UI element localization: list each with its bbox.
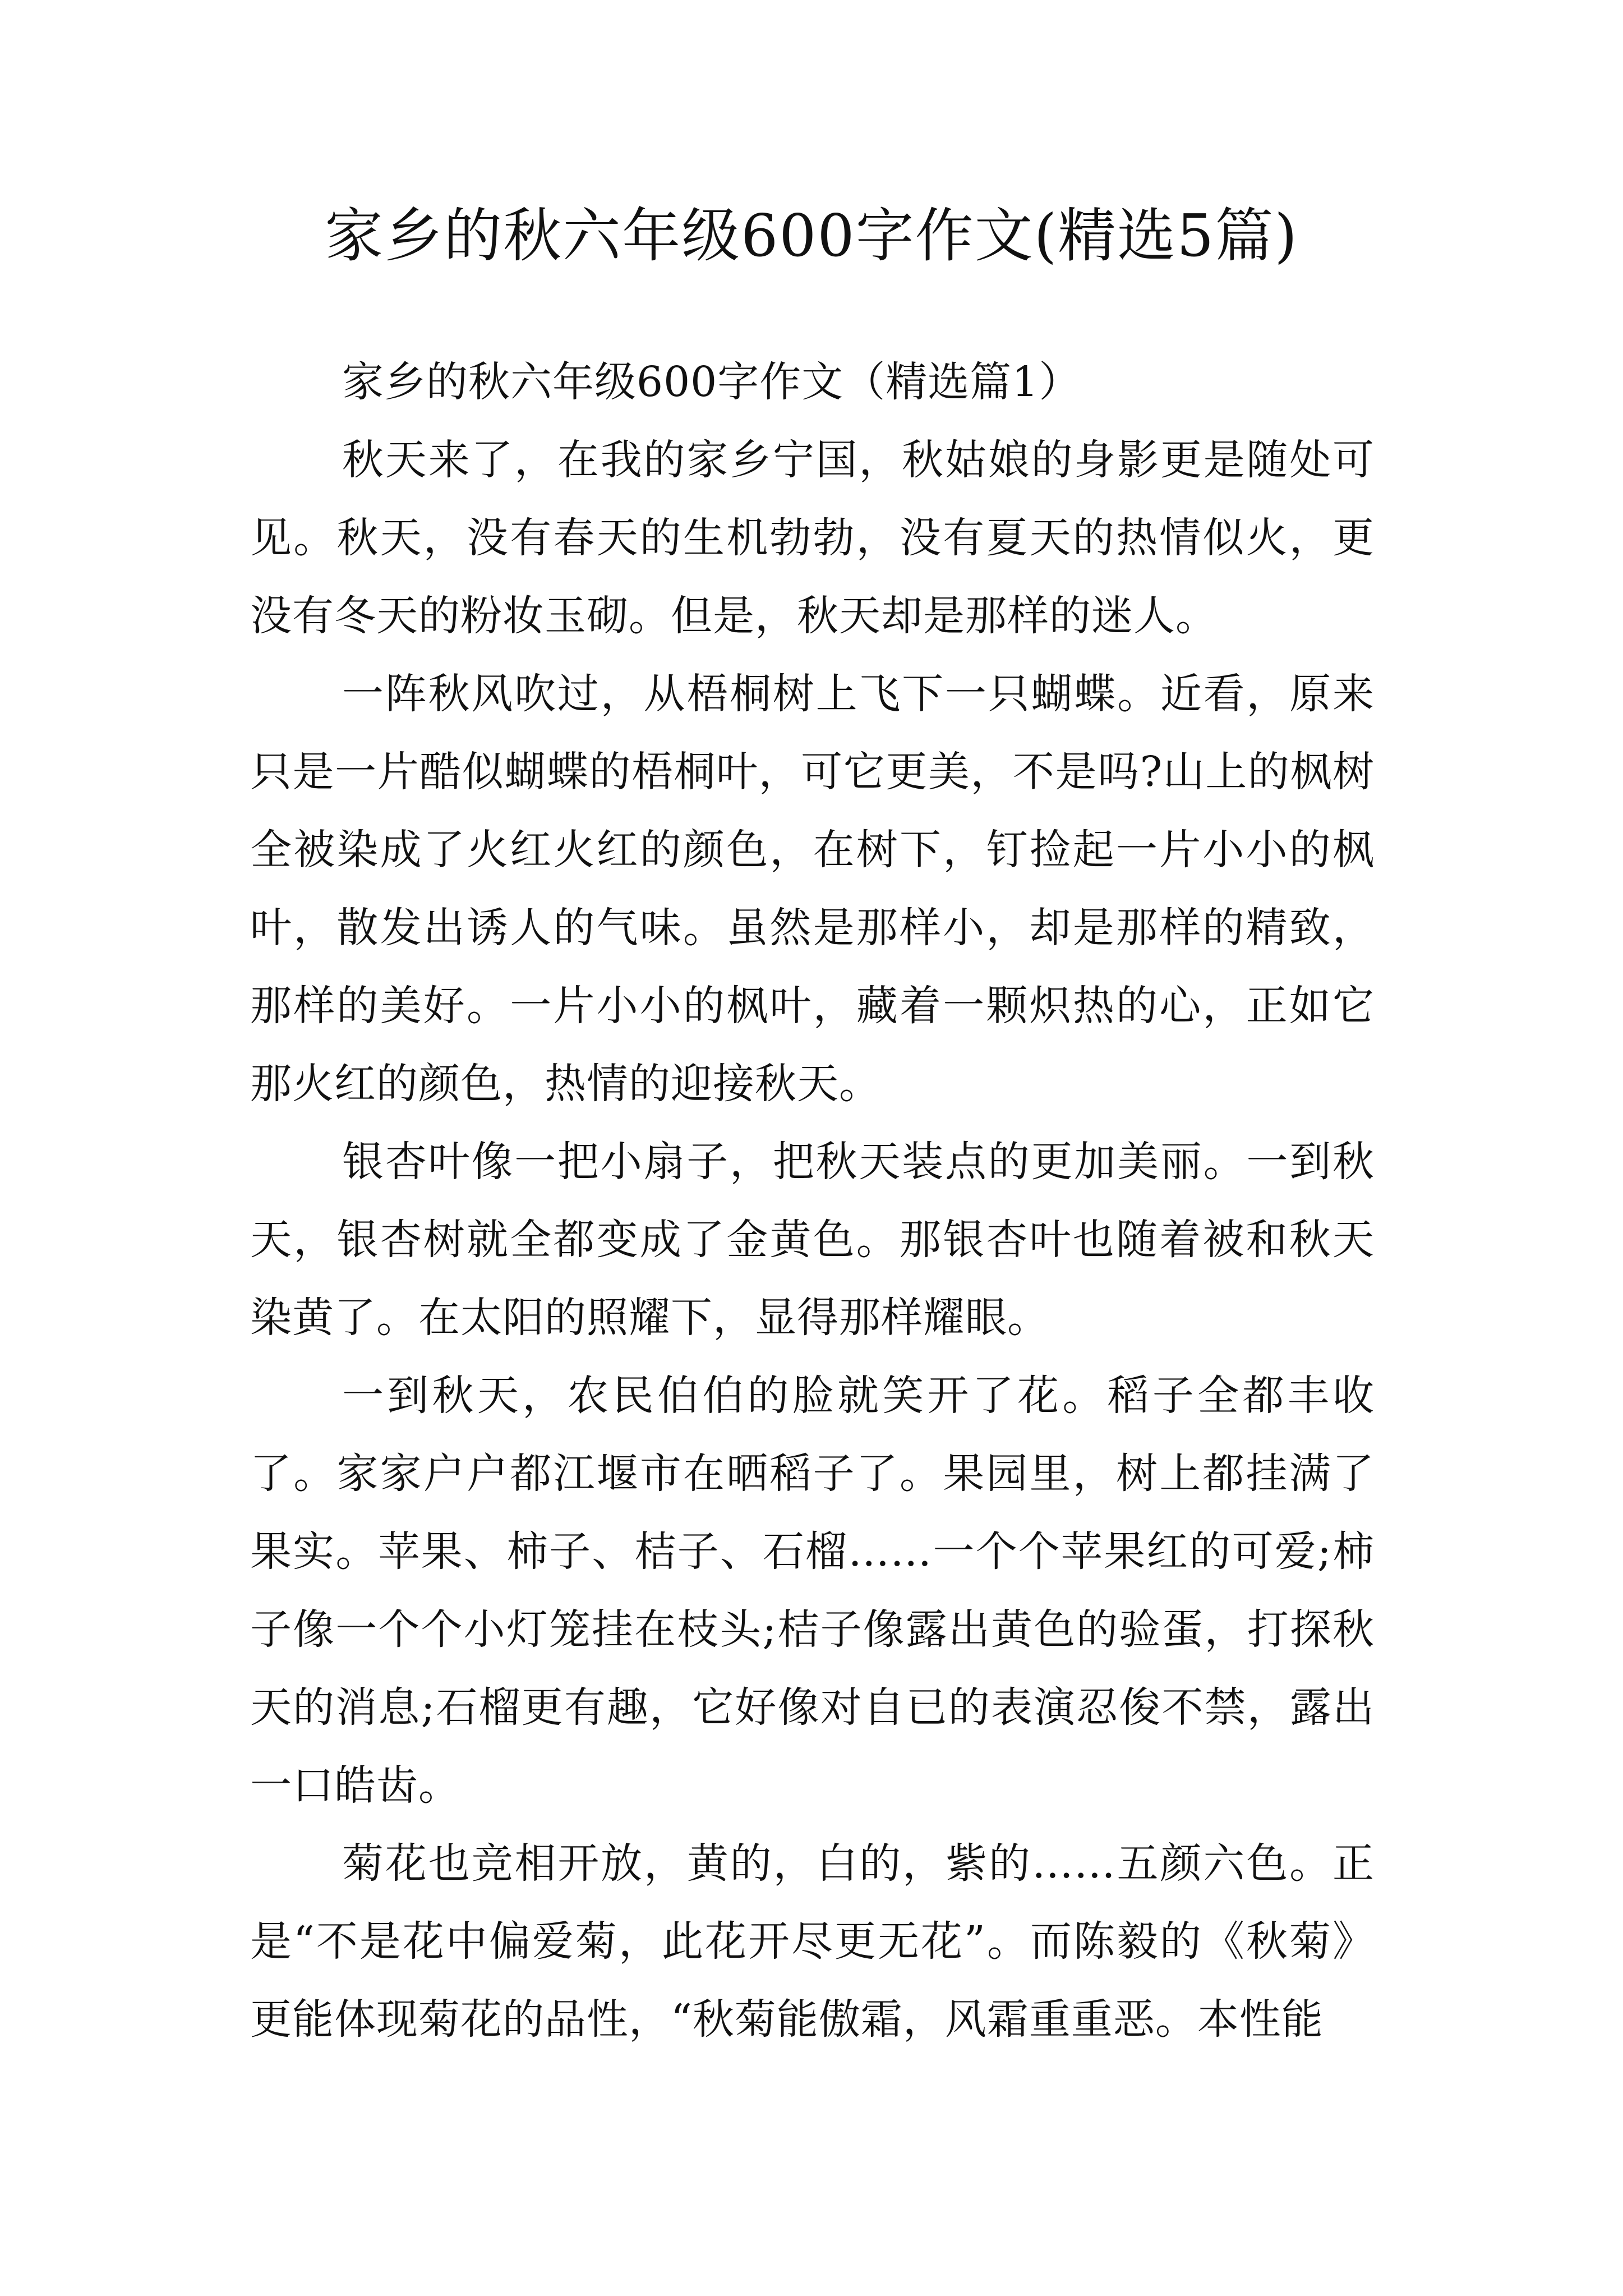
document-title: 家乡的秋六年级600字作文(精选5篇)	[325, 201, 1298, 270]
essay-heading: 家乡的秋六年级600字作文（精选篇1）	[342, 358, 1081, 406]
paragraph-chrysanthemum: 菊花也竞相开放，黄的，白的，紫的……五颜六色。正是“不是花中偏爱菊，此花开尽更无花”。而陈毅的《秋菊》更能体现菊花的品性，“秋菊能傲霜，风霜重重恶。本性能	[250, 1839, 1375, 2044]
paragraph-harvest: 一到秋天，农民伯伯的脸就笑开了花。稻子全都丰收了。家家户户都江堰市在晒稻子了。果园里，树上都挂满了果实。苹果、柿子、桔子、石榴……一个个苹果红的可爱;柿子像一个个小灯笼挂在枝头;桔子像露出黄色的验蛋，打探秋天的消息;石榴更有趣，它好像对自已的表演忍俊不禁，露出一口皓齿。	[250, 1372, 1375, 1810]
paragraph-intro: 秋天来了，在我的家乡宁国，秋姑娘的身影更是随处可见。秋天，没有春天的生机勃勃，没有夏天的热情似火，更没有冬天的粉妆玉砌。但是，秋天却是那样的迷人。	[250, 436, 1375, 640]
paragraph-wutong-maple: 一阵秋风吹过，从梧桐树上飞下一只蝴蝶。近看，原来只是一片酷似蝴蝶的梧桐叶，可它更美，不是吗?山上的枫树全被染成了火红火红的颜色，在树下，钉捡起一片小小的枫叶，散发出诱人的气味。虽然是那样小，却是那样的精致，那样的美好。一片小小的枫叶，藏着一颗炽热的心，正如它那火红的颜色，热情的迎接秋天。	[250, 670, 1375, 1108]
document-body	[250, 343, 1375, 2059]
paragraph-ginkgo: 银杏叶像一把小扇子，把秋天装点的更加美丽。一到秋天，银杏树就全都变成了金黄色。那银杏叶也随着被和秋天染黄了。在太阳的照耀下，显得那样耀眼。	[250, 1138, 1375, 1342]
